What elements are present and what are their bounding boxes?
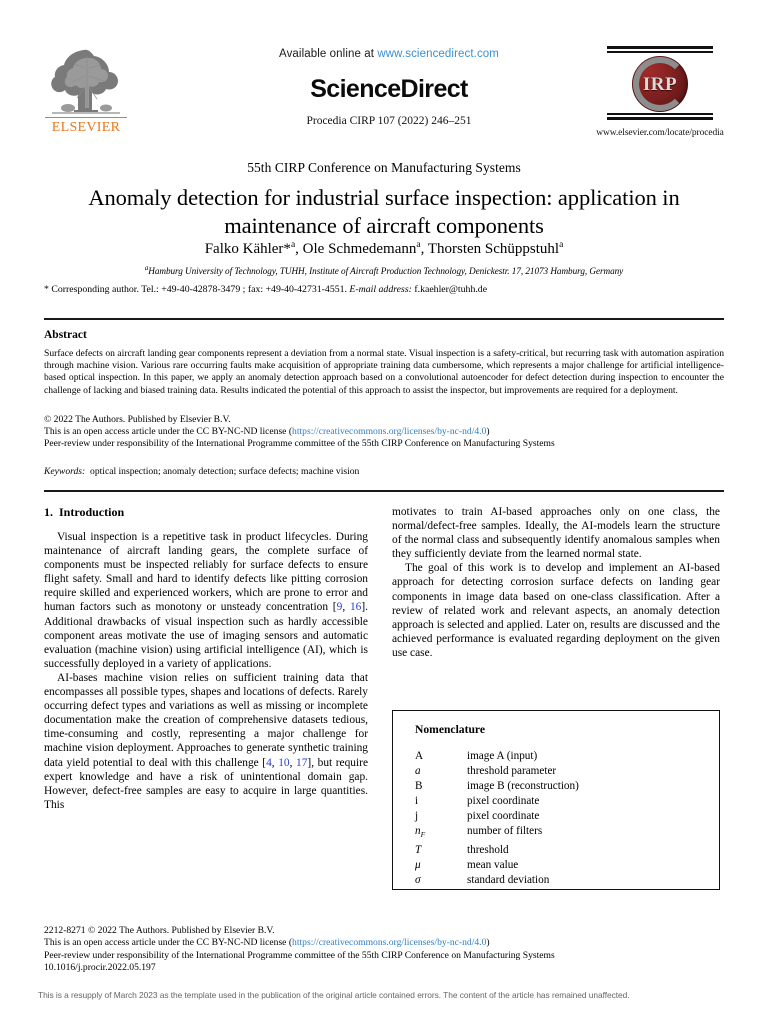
abstract-license-block [44,414,724,451]
nomenclature-description: image B (reconstruction) [467,780,579,793]
nomenclature-symbol: a [415,765,421,778]
author-list: Falko Kähler*$^a$, Ole Schmedemann$^a$, Thorsten Schüppstuhl$^a$ [204,240,564,257]
abstract-bottom-divider [44,490,724,492]
nomenclature-row [415,794,705,809]
nomenclature-description: pixel coordinate [467,795,540,808]
footer-license-prefix: This is an open access article under the CC BY-NC-ND license ( [44,937,293,949]
nomenclature-row [415,873,705,888]
citation-17[interactable]: 17 [296,756,308,769]
page-footer [44,925,734,974]
citation-10[interactable]: 10 [278,756,290,769]
cirp-bar-top-1 [607,46,713,49]
license-url-link[interactable]: https://creativecommons.org/licenses/by-nc-nd/4.0 [292,426,487,438]
section-number: 1. [44,505,53,519]
nomenclature-row [415,764,705,779]
elsevier-divider [45,117,127,118]
keywords-label: Keywords: [44,466,86,477]
footer-license-line [44,937,734,949]
nomenclature-symbol: i [415,795,419,808]
nomenclature-box [392,710,720,890]
citation-9[interactable]: 9 [336,601,343,614]
nomenclature-description: standard deviation [467,873,550,886]
copyright-line: © 2022 The Authors. Published by Elsevier B.V. [44,414,231,425]
footer-doi: 10.1016/j.procir.2022.05.197 [44,961,156,973]
nomenclature-description: threshold [467,843,509,856]
body-column-right [392,505,720,660]
nomenclature-row [415,749,705,764]
footer-license-url-link[interactable]: https://creativecommons.org/licenses/by-nc-nd/4.0 [292,937,487,949]
elsevier-locate-url[interactable]: www.elsevier.com/locate/procedia [596,128,724,138]
keywords-value: optical inspection; anomaly detection; surface defects; machine vision [90,466,360,477]
nomenclature-description: pixel coordinate [467,810,540,823]
available-online-line [194,48,584,60]
corresponding-author-note: * Corresponding author. Tel.: +49-40-42878-3479 ; fax: +49-40-42731-4551. E-mail address: f.kaehler@tuhh.de [44,284,488,295]
section-title: Introduction [59,505,125,519]
masthead [44,44,724,146]
nomenclature-row [415,824,705,842]
license-suffix: ) [486,426,490,438]
nomenclature-list [415,749,705,888]
conference-name: 55th CIRP Conference on Manufacturing Systems [247,160,521,175]
nomenclature-row [415,858,705,873]
cirp-bar-bottom-2 [607,117,713,120]
body-column-left [44,505,368,812]
cirp-logo-icon [604,44,716,124]
masthead-center [194,48,584,127]
author-affiliation: $^a$Hamburg University of Technology, TUHH, Institute of Aircraft Production Technology, Denickestr. 17, 21073 Hamburg, Germany [144,264,624,277]
citation-4[interactable]: 4 [266,756,272,769]
abstract-text: Surface defects on aircraft landing gear components represent a deviation from a normal state. Visual inspection is a safety-critical, but recurring task with automation aspiration through machine vision. Various rare occurring faults make acquisition of appropriate training data cumbersome, which represents a major challenge for artificial intelligence-based optical inspection. In this paper, we apply an anomaly detection approach based on a convolutional autoencoder for defect detection during inspection to encounter the challenge of lacking and biased training data. Results indicated the potential of this approach to assist the inspector, but improvements are required for a deployment. [44,348,724,396]
nomenclature-symbol: T [415,843,422,856]
nomenclature-symbol: $n_F$ [415,825,426,840]
cirp-bar-bottom-1 [607,113,713,115]
nomenclature-heading: Nomenclature [415,723,485,736]
journal-citation-line: Procedia CIRP 107 (2022) 246–251 [306,115,472,127]
elsevier-logo [44,46,128,140]
nomenclature-symbol: μ [415,858,421,871]
nomenclature-description: mean value [467,858,519,871]
nomenclature-symbol: σ [415,873,421,886]
nomenclature-row [415,779,705,794]
nomenclature-symbol: A [415,750,424,762]
resupply-notice: This is a resupply of March 2023 as the template used in the publication of the original article contained errors. The content of the article has remained unaffected. [38,990,630,1000]
nomenclature-description: number of filters [467,825,543,838]
paragraph-right-1: motivates to train AI-based approaches only on one class, the normal/defect-free samples. Ideally, the AI-models learn the structure of the normal class and subsequently identify anomalous samples when they sufficiently deviate from the learned normal state. [392,506,720,561]
paragraph-left-2: AI-bases machine vision relies on sufficient training data that encompasses all possible types, shapes and locations of defects. Rarely occurring defect types and variations as well as missing or incomplete documentation make the creation of comprehensive datasets tedious, time-consuming and costly, representing a major challenge for machine vision deployment. Approaches to generate synthetic training data yield potential to deal with this challenge [4, 10, 17], but require expert knowledge and have a risk of unintentional domain gap. However, defect-free samples are easy to acquire in large quantities. This [44,671,368,811]
sciencedirect-url-link[interactable]: www.sciencedirect.com [377,48,499,60]
elsevier-tree-icon [44,46,128,118]
citation-16[interactable]: 16 [349,601,362,614]
footer-license-suffix: ) [486,937,490,949]
peer-review-line: Peer-review under responsibility of the International Programme committee of the 55th CIRP Conference on Manufacturing Systems [44,438,555,450]
paragraph-left-1: Visual inspection is a repetitive task in product lifecycles. During maintenance of aircraft landing gears, the complete surface of components must be inspected reliably for surface defects to ensure flight safety. Small and hard to identify defects like pitting corrosion require skilled and experienced workers, which are prone to error and human factors such as monotony or unsteady concentration [9, 16]. Additional drawbacks of visual inspection such as hardly accessible component areas motivate the use of imaging sensors and automatic evaluation (machine vision) using artificial intelligence (AI), which is successfully deployed in a variety of applications. [44,531,368,670]
license-prefix: This is an open access article under the CC BY-NC-ND license ( [44,426,293,438]
keywords-line [44,466,724,477]
cirp-logo-block [596,44,724,138]
nomenclature-row [415,809,705,824]
nomenclature-symbol: B [415,780,423,793]
section-heading-introduction [44,505,368,520]
license-line [44,426,724,438]
elsevier-wordmark: ELSEVIER [51,120,121,135]
nomenclature-description: image A (input) [467,750,538,762]
cirp-bar-top-2 [607,51,713,53]
available-online-prefix: Available online at [279,48,378,60]
page-title: Anomaly detection for industrial surface inspection: application in maintenance of aircraft components [88,185,680,238]
nomenclature-symbol: j [415,810,419,823]
paragraph-right-2: The goal of this work is to develop and implement an AI-based approach for detecting corrosion surface defects on landing gear components in image data based on one-class classification. After a review of related work and relevant aspects, an anomaly detection approach is selected and applied. Later on, results are discussed and the achieved performance is evaluated regarding deployment on the given use case. [392,562,720,659]
footer-peer-review-line: Peer-review under responsibility of the International Programme committee of the 55th CIRP Conference on Manufacturing Systems [44,949,555,961]
nomenclature-row [415,843,705,858]
cirp-logo-label: IRP [642,74,678,95]
abstract-heading: Abstract [44,329,87,341]
abstract-top-divider [44,318,724,320]
sciencedirect-wordmark: ScienceDirect [310,75,468,103]
nomenclature-description: threshold parameter [467,765,557,778]
footer-issn-line: 2212-8271 © 2022 The Authors. Published by Elsevier B.V. [44,925,275,936]
